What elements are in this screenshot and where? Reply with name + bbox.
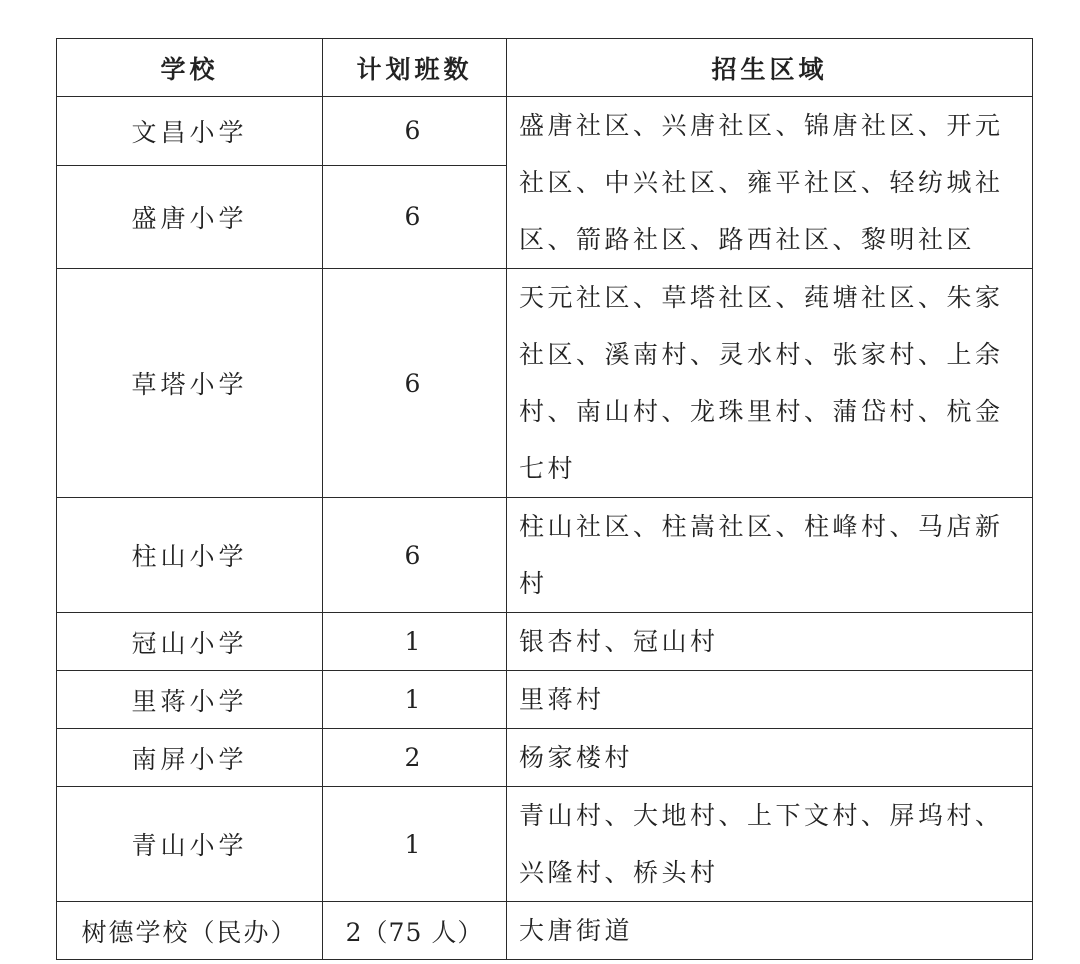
enrollment-area: 盛唐社区、兴唐社区、锦唐社区、开元社区、中兴社区、雍平社区、轻纺城社区、箭路社区、路西社区、黎明社区 bbox=[507, 97, 1033, 269]
table-row bbox=[57, 787, 1033, 902]
school-name: 文昌小学 bbox=[57, 97, 323, 166]
table-row bbox=[57, 729, 1033, 787]
table-row bbox=[57, 671, 1033, 729]
enrollment-area: 银杏村、冠山村 bbox=[507, 613, 1033, 671]
class-count: 6 bbox=[323, 498, 507, 613]
class-count: 6 bbox=[323, 165, 507, 268]
header-row bbox=[57, 39, 1033, 97]
header-plan-classes: 计划班数 bbox=[323, 39, 507, 97]
class-count: 1 bbox=[323, 787, 507, 902]
school-name: 盛唐小学 bbox=[57, 165, 323, 268]
school-name: 冠山小学 bbox=[57, 613, 323, 671]
table-row bbox=[57, 498, 1033, 613]
class-count: 1 bbox=[323, 671, 507, 729]
school-name: 里蒋小学 bbox=[57, 671, 323, 729]
header-enrollment-area: 招生区域 bbox=[507, 39, 1033, 97]
enrollment-area: 杨家楼村 bbox=[507, 729, 1033, 787]
header-school: 学校 bbox=[57, 39, 323, 97]
table-row bbox=[57, 97, 1033, 166]
class-count: 6 bbox=[323, 269, 507, 498]
table-row bbox=[57, 902, 1033, 960]
enrollment-table bbox=[56, 38, 1033, 960]
table-row bbox=[57, 613, 1033, 671]
school-name: 草塔小学 bbox=[57, 269, 323, 498]
enrollment-area: 青山村、大地村、上下文村、屏坞村、兴隆村、桥头村 bbox=[507, 787, 1033, 902]
enrollment-area: 大唐街道 bbox=[507, 902, 1033, 960]
school-name: 树德学校（民办） bbox=[57, 902, 323, 960]
class-count: 2 bbox=[323, 729, 507, 787]
school-name: 南屏小学 bbox=[57, 729, 323, 787]
table-row bbox=[57, 269, 1033, 498]
school-name: 柱山小学 bbox=[57, 498, 323, 613]
class-count: 1 bbox=[323, 613, 507, 671]
enrollment-area: 天元社区、草塔社区、莼塘社区、朱家社区、溪南村、灵水村、张家村、上余村、南山村、龙珠里村、蒲岱村、杭金七村 bbox=[507, 269, 1033, 498]
enrollment-area: 柱山社区、柱嵩社区、柱峰村、马店新村 bbox=[507, 498, 1033, 613]
school-name: 青山小学 bbox=[57, 787, 323, 902]
enrollment-area: 里蒋村 bbox=[507, 671, 1033, 729]
class-count: 2（75 人） bbox=[323, 902, 507, 960]
class-count: 6 bbox=[323, 97, 507, 166]
